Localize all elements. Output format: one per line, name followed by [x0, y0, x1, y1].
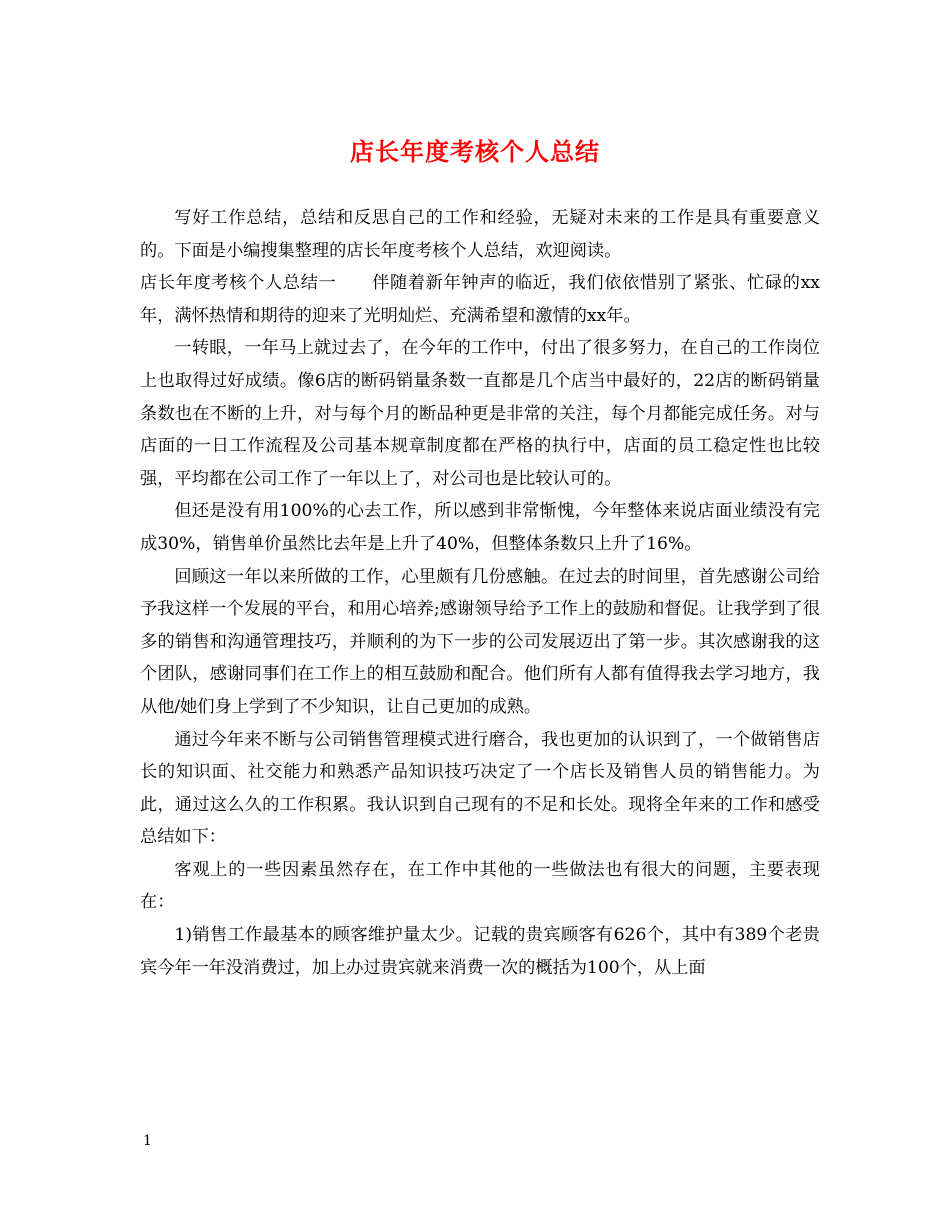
- paragraph-point-one: 1)销售工作最基本的顾客维护量太少。记载的贵宾顾客有626个，其中有389个老贵宾今年一年没消费过，加上办过贵宾就来消费一次的概括为100个，从上面: [140, 925, 820, 978]
- paragraph-shortfall: 但还是没有用100%的心去工作，所以感到非常惭愧，今年整体来说店面业绩没有完成30%，销售单价虽然比去年是上升了40%，但整体条数只上升了16%。: [140, 501, 820, 554]
- paragraph-gratitude: 回顾这一年以来所做的工作，心里颇有几份感触。在过去的时间里，首先感谢公司给予我这样一个发展的平台，和用心培养;感谢领导给予工作上的鼓励和督促。让我学到了很多的销售和沟通管理技巧，并顺利的为下一步的公司发展迈出了第一步。其次感谢我的这个团队，感谢同事们在工作上的相互鼓励和配合。他们所有人都有值得我去学习地方，我从他/她们身上学到了不少知识，让自己更加的成熟。: [140, 566, 820, 717]
- paragraph-problems: 客观上的一些因素虽然存在，在工作中其他的一些做法也有很大的问题，主要表现在：: [140, 859, 820, 913]
- paragraph-reflection: 通过今年来不断与公司销售管理模式进行磨合，我也更加的认识到了，一个做销售店长的知识面、社交能力和熟悉产品知识技巧决定了一个店长及销售人员的销售能力。为此，通过这么久的工作积累。我认识到自己现有的不足和长处。现将全年来的工作和感受总结如下：: [140, 729, 820, 848]
- paragraph-summary-one-heading: 店长年度考核个人总结一 伴随着新年钟声的临近，我们依依惜别了紧张、忙碌的xx年，满怀热情和期待的迎来了光明灿烂、充满希望和激情的xx年。: [140, 273, 820, 326]
- page-number: 1: [143, 1133, 152, 1149]
- document-title: 店长年度考核个人总结: [350, 137, 600, 166]
- paragraph-achievements: 一转眼，一年马上就过去了，在今年的工作中，付出了很多努力，在自己的工作岗位上也取得过好成绩。像6店的断码销量条数一直都是几个店当中最好的，22店的断码销量条数也在不断的上升，对与每个月的断品种更是非常的关注，每个月都能完成任务。对与店面的一日工作流程及公司基本规章制度都在严格的执行中，店面的员工稳定性也比较强，平均都在公司工作了一年以上了，对公司也是比较认可的。: [140, 338, 820, 489]
- document-body: [140, 202, 820, 984]
- paragraph-intro: 写好工作总结，总结和反思自己的工作和经验，无疑对未来的工作是具有重要意义的。下面是小编搜集整理的店长年度考核个人总结，欢迎阅读。: [140, 208, 820, 261]
